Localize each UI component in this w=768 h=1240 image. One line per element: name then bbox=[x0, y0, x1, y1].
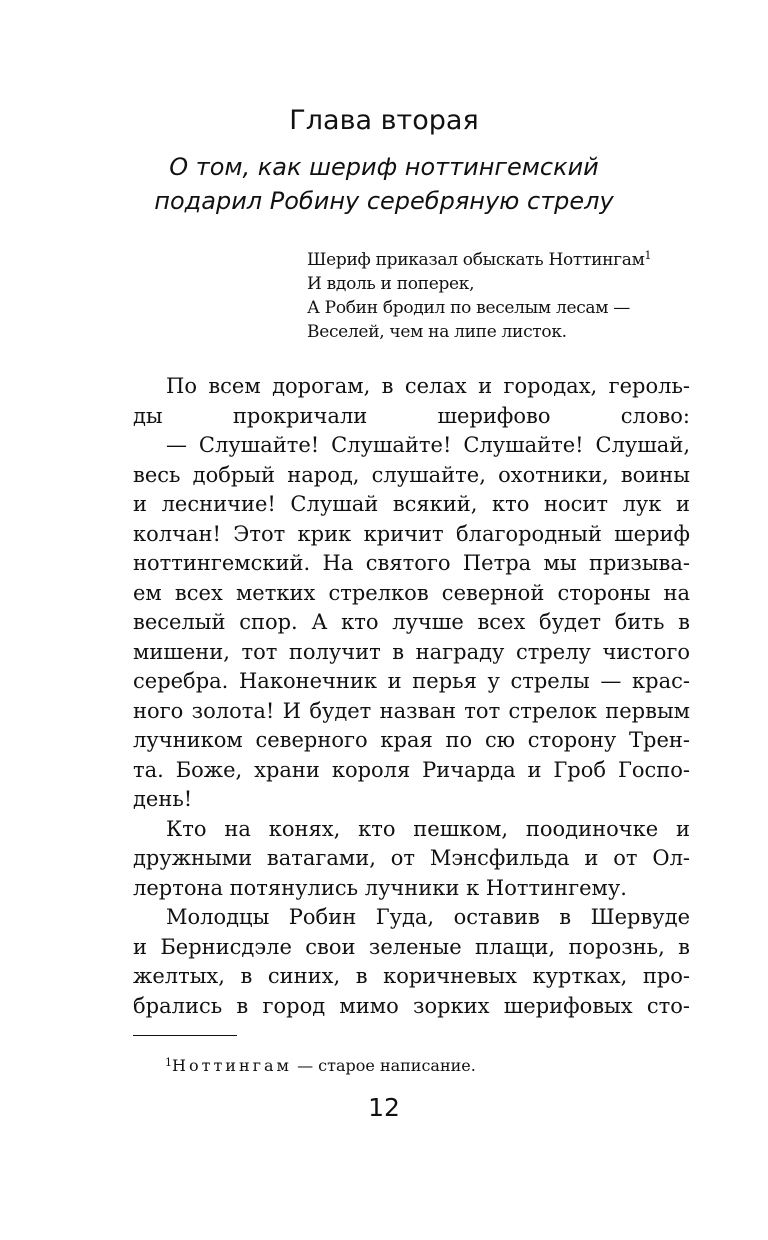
body-line: и Бернисдэле свои зеленые плащи, порознь, в bbox=[133, 934, 690, 959]
body-line: весь добрый народ, слушайте, охотники, воины bbox=[133, 462, 690, 487]
chapter-subtitle-line: подарил Робину серебряную стрелу bbox=[154, 187, 614, 215]
page-number: 12 bbox=[368, 1093, 400, 1122]
chapter-title: Глава вторая bbox=[289, 105, 479, 136]
footnote-term: Ноттингам bbox=[172, 1056, 292, 1075]
body-line: брались в город мимо зорких шерифовых сто- bbox=[133, 993, 690, 1018]
body-line: Кто на конях, кто пешком, поодиночке и bbox=[166, 816, 690, 841]
body-line: лертона потянулись лучники к Ноттингему. bbox=[133, 875, 627, 900]
body-line: лучником северного края по сю сторону Трен- bbox=[133, 728, 690, 752]
body-line: дружными ватагами, от Мэнсфильда и от Ол- bbox=[133, 846, 690, 870]
body-line: ного золота! И будет назван тот стрелок первым bbox=[133, 698, 690, 723]
body-line: По всем дорогам, в селах и городах, героль- bbox=[166, 374, 690, 398]
chapter-subtitle bbox=[0, 150, 768, 218]
body-line: — Слушайте! Слушайте! Слушайте! Слушай, bbox=[166, 433, 690, 457]
chapter-subtitle-line: О том, как шериф ноттингемский bbox=[169, 153, 599, 181]
body-line: ем всех метких стрелков северной стороны на bbox=[133, 580, 690, 605]
body-line: ды прокричали шерифово слово: bbox=[133, 403, 690, 428]
footnote-text: — старое написание. bbox=[291, 1056, 476, 1075]
body-line: веселый спор. А кто лучше всех будет бить в bbox=[133, 610, 690, 634]
body-line: желтых, в синих, в коричневых куртках, про- bbox=[133, 964, 690, 988]
body-text bbox=[133, 372, 690, 1021]
body-line: Молодцы Робин Гуда, оставив в Шервуде bbox=[166, 905, 690, 929]
epigraph-line: А Робин бродил по веселым лесам — bbox=[307, 298, 630, 318]
footnote-reference-mark: 1 bbox=[644, 249, 652, 262]
epigraph-line-text: Шериф приказал обыскать Ноттингам bbox=[307, 250, 645, 270]
footnote-mark: 1 bbox=[165, 1056, 172, 1069]
epigraph-line bbox=[307, 244, 707, 272]
footnote-divider bbox=[133, 1035, 237, 1036]
epigraph-line: Веселей, чем на липе листок. bbox=[307, 322, 567, 342]
footnote bbox=[165, 1052, 476, 1077]
body-line: та. Боже, храни короля Ричарда и Гроб Госпо- bbox=[133, 757, 690, 782]
epigraph-line: И вдоль и поперек, bbox=[307, 274, 475, 294]
body-line: день! bbox=[133, 787, 193, 811]
body-line: колчан! Этот крик кричит благородный шериф bbox=[133, 521, 690, 546]
body-line: и лесничие! Слушай всякий, кто носит лук и bbox=[133, 492, 690, 516]
body-line: мишени, тот получит в награду стрелу чистого bbox=[133, 639, 690, 664]
body-line: серебра. Наконечник и перья у стрелы — крас- bbox=[133, 669, 690, 693]
body-line: ноттингемский. На святого Петра мы призыва- bbox=[133, 551, 690, 575]
epigraph bbox=[307, 244, 707, 344]
